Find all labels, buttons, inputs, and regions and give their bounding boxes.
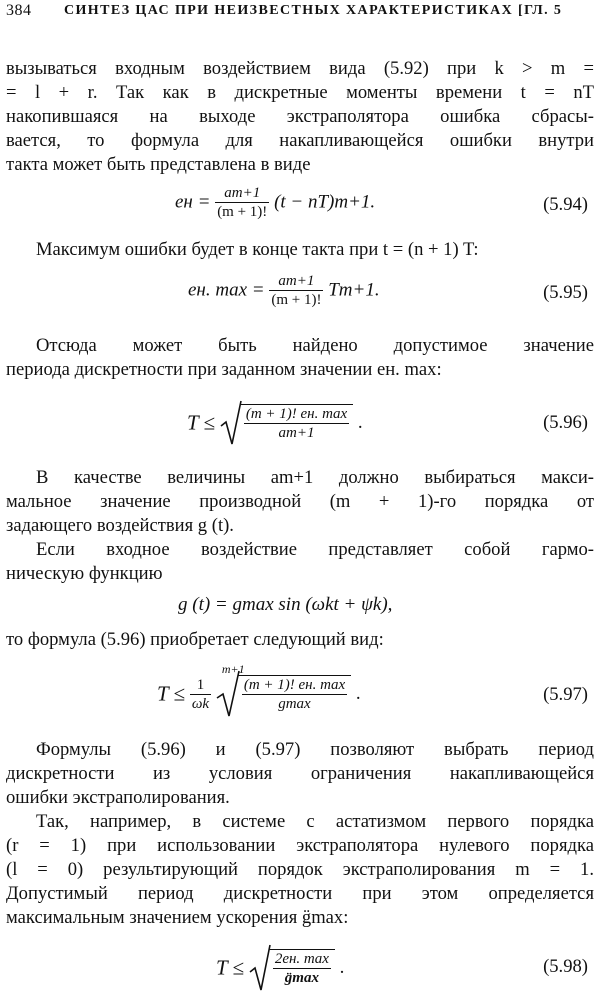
eq94-rhs: (t − nT)m+1. [274, 191, 376, 213]
running-header [6, 2, 594, 26]
eq96-lhs: T ≤ [187, 410, 216, 435]
paragraph-8-line-4: Допустимый период дискретности при этом определяется [6, 883, 594, 904]
eq94-number: (5.94) [543, 194, 588, 215]
paragraph-1-line-1: вызываться входным воздействием вида (5.92) при k > m = [6, 58, 594, 79]
eq95-lhs: eн. max = [188, 279, 265, 301]
paragraph-4-line-3: задающего воздействия g (t). [6, 515, 234, 536]
paragraph-6: то формула (5.96) приобретает следующий вид: [6, 629, 384, 650]
equation-5-98: T ≤ $\frac{2eн. \max}{g̈\max}$ . (5.98) [0, 940, 600, 998]
equation-5-94 [0, 184, 600, 230]
paragraph-1-line-3: накопившаяся на выходе экстраполятора ошибка сбрасы- [6, 106, 594, 127]
eq98-lhs: T ≤ [216, 955, 245, 980]
eq96-fraction [244, 405, 349, 442]
eq98-denominator: g̈max [273, 968, 331, 987]
eq94-denominator: (m + 1)! [217, 204, 268, 220]
eq97-root-index: m+1 [221, 662, 245, 676]
paragraph-5-line-1: Если входное воздействие представляет собой гармо- [36, 539, 594, 560]
eq96-number: (5.96) [543, 412, 588, 433]
paragraph-1-line-4: вается, то формула для накапливающейся ошибки внутри [6, 130, 594, 151]
eq94-fraction [215, 184, 269, 221]
equation-5-97: T ≤ $\frac{1}{\omega k}$ m+1 $\frac{(m + 1)! eн. \max}{gmax}$ . (5.97) [0, 664, 600, 726]
paragraph-4-line-2: мальное значение производной (m + 1)-го порядка от [6, 491, 594, 512]
eq97-numerator: (m + 1)! eн. max [243, 677, 346, 693]
eq97-coefficient [190, 676, 211, 713]
page-number: 384 [6, 2, 32, 19]
eq97-lhs: T ≤ [157, 681, 186, 706]
paragraph-7-line-1: Формулы (5.96) и (5.97) позволяют выбрать период [36, 739, 594, 760]
paragraph-7-line-2: дискретности из условия ограничения накапливающейся [6, 763, 594, 784]
eq95-fraction [269, 272, 323, 309]
eq97-denominator: gmax [242, 694, 347, 713]
paragraph-8-line-1: Так, например, в системе с астатизмом первого порядка [36, 811, 594, 832]
paragraph-5-line-2: ническую функцию [6, 563, 163, 584]
running-title: СИНТЕЗ ЦАС ПРИ НЕИЗВЕСТНЫХ ХАРАКТЕРИСТИКАХ [ГЛ. 5 [64, 3, 563, 18]
radical-sign-icon [249, 944, 271, 992]
paragraph-1-line-5: такта может быть представлена в виде [6, 154, 311, 175]
paragraph-1-line-2: = l + r. Так как в дискретные моменты времени t = nT [6, 82, 594, 103]
paragraph-3-line-1: Отсюда может быть найдено допустимое значение [36, 335, 594, 356]
equation-harmonic [0, 594, 600, 622]
eq94-lhs: eн = [175, 191, 211, 213]
eq94-numerator: am+1 [224, 185, 261, 201]
paragraph-8-line-5: максимальным значением ускорения g̈max: [6, 907, 349, 928]
paragraph-7-line-3: ошибки экстраполирования. [6, 787, 230, 808]
eq96-root [220, 400, 353, 446]
equation-5-95 [0, 272, 600, 318]
eq96-numerator: (m + 1)! eн. max [245, 406, 348, 422]
radical-sign-icon [216, 670, 240, 718]
eq97-coef-denominator: ωk [191, 695, 210, 712]
paragraph-3-line-2: периода дискретности при заданном значении eн. max: [6, 359, 442, 380]
paragraph-8-line-2: (r = 1) при использовании экстраполятора нулевого порядка [6, 835, 594, 856]
eq-harmonic-text: g (t) = gmax sin (ωkt + ψk), [178, 594, 393, 615]
eq97-coef-numerator: 1 [196, 676, 205, 693]
eq98-number: (5.98) [543, 956, 588, 977]
eq97-fraction [242, 676, 347, 713]
paragraph-2: Максимум ошибки будет в конце такта при t = (n + 1) T: [36, 239, 479, 260]
eq98-numerator: 2eн. max [274, 951, 329, 967]
eq95-rhs: Tm+1. [328, 279, 380, 301]
radical-sign-icon [220, 400, 242, 446]
eq96-denominator: am+1 [244, 423, 349, 442]
paragraph-4-line-1: В качестве величины am+1 должно выбираться макси- [36, 467, 594, 488]
paragraph-8-line-3: (l = 0) результирующий порядок экстраполирования m = 1. [6, 859, 594, 880]
eq98-root [249, 944, 335, 992]
eq98-fraction [273, 950, 331, 987]
eq95-number: (5.95) [543, 282, 588, 303]
eq95-numerator: am+1 [278, 273, 315, 289]
eq97-root [216, 662, 351, 718]
eq97-number: (5.97) [543, 684, 588, 705]
eq95-denominator: (m + 1)! [271, 292, 322, 308]
equation-5-96: T ≤ $\frac{(m + 1)! eн. \max}{am+1}$ . (5.96) [0, 396, 600, 452]
